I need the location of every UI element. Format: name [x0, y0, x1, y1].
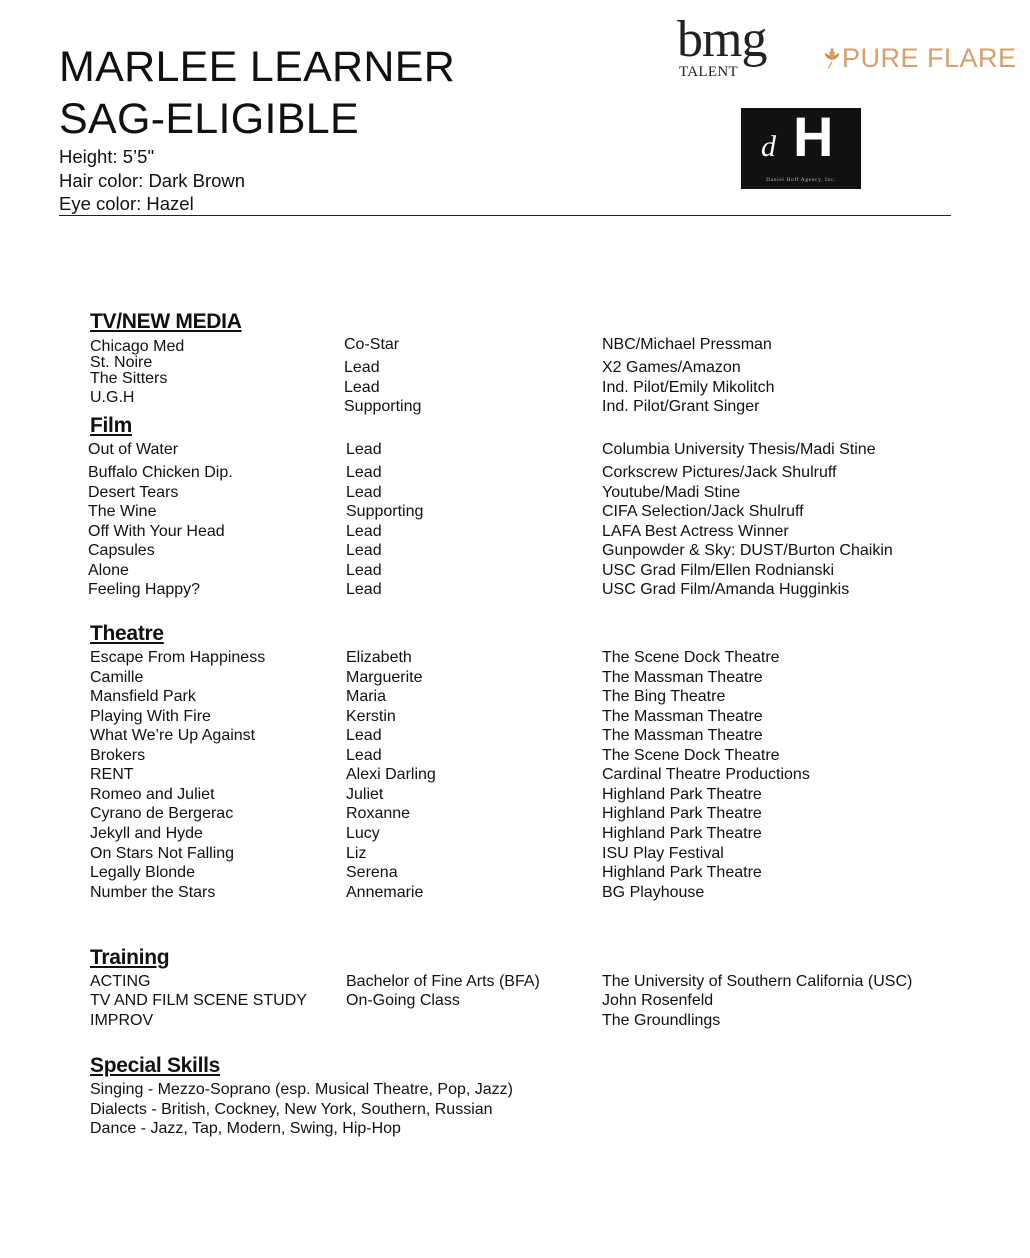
credit-role: Kerstin: [346, 708, 396, 725]
bmg-talent-logo: [673, 11, 785, 82]
credit-company: USC Grad Film/Amanda Hugginkis: [602, 581, 850, 598]
credit-role: Lead: [346, 542, 382, 559]
flare-leaf-icon: [824, 46, 840, 70]
credit-company: Highland Park Theatre: [602, 825, 762, 842]
training-school: The University of Southern California (USC): [602, 973, 913, 990]
section-title-film: Film: [90, 414, 132, 437]
credit-title: Buffalo Chicken Dip.: [88, 464, 233, 481]
credit-title: What We’re Up Against: [90, 727, 256, 744]
skill-item: Dialects - British, Cockney, New York, Southern, Russian: [90, 1101, 493, 1118]
credit-title: Romeo and Juliet: [90, 786, 215, 803]
credit-role: Lead: [346, 747, 382, 764]
credit-company: The Scene Dock Theatre: [602, 649, 780, 666]
credit-role: Alexi Darling: [346, 766, 436, 783]
pure-flare-logo: [824, 42, 1017, 74]
height-stat: Height: 5’5": [59, 146, 155, 167]
dha-logo-h: H: [793, 105, 834, 168]
credit-company: CIFA Selection/Jack Shulruff: [602, 503, 804, 520]
section-title-skills: Special Skills: [90, 1054, 221, 1077]
credit-role: Maria: [346, 688, 387, 705]
credit-company: Columbia University Thesis/Madi Stine: [602, 441, 876, 458]
credit-company: USC Grad Film/Ellen Rodnianski: [602, 562, 835, 579]
credit-role: Roxanne: [346, 805, 411, 822]
credit-company: The Massman Theatre: [602, 708, 763, 725]
credit-title: Alone: [88, 562, 129, 579]
skill-item: Singing - Mezzo-Soprano (esp. Musical Theatre, Pop, Jazz): [90, 1081, 514, 1098]
header-divider: [59, 215, 951, 216]
credit-title: U.G.H: [90, 389, 135, 406]
credit-title: Feeling Happy?: [88, 581, 201, 598]
credit-role: Annemarie: [346, 884, 424, 901]
union-status: SAG-ELIGIBLE: [59, 95, 359, 143]
training-school: John Rosenfeld: [602, 992, 714, 1009]
credit-role: Elizabeth: [346, 649, 412, 666]
credit-company: Highland Park Theatre: [602, 786, 762, 803]
section-title-tv: TV/NEW MEDIA: [90, 310, 242, 333]
credit-role: Supporting: [344, 398, 422, 415]
credit-company: ISU Play Festival: [602, 845, 724, 862]
credit-title: Chicago Med: [90, 338, 185, 355]
credit-title: Out of Water: [88, 441, 179, 458]
credit-title: Camille: [90, 669, 144, 686]
credit-role: Marguerite: [346, 669, 423, 686]
credit-company: NBC/Michael Pressman: [602, 336, 772, 353]
credit-title: Number the Stars: [90, 884, 216, 901]
hair-stat: Hair color: Dark Brown: [59, 170, 246, 191]
credit-title: Brokers: [90, 747, 146, 764]
credit-company: Ind. Pilot/Emily Mikolitch: [602, 379, 775, 396]
credit-company: Cardinal Theatre Productions: [602, 766, 810, 783]
credit-company: The Bing Theatre: [602, 688, 726, 705]
credit-role: Lead: [346, 464, 382, 481]
credit-role: Juliet: [346, 786, 384, 803]
actor-name: MARLEE LEARNER: [59, 43, 456, 91]
section-title-theatre: Theatre: [90, 622, 164, 645]
credit-company: Corkscrew Pictures/Jack Shulruff: [602, 464, 837, 481]
credit-role: Serena: [346, 864, 398, 881]
eye-stat: Eye color: Hazel: [59, 193, 194, 214]
bmg-logo-subtext: TALENT: [679, 64, 738, 80]
credit-role: Lead: [346, 441, 382, 458]
training-subject: IMPROV: [90, 1012, 154, 1029]
credit-role: Lucy: [346, 825, 380, 842]
credit-role: Lead: [344, 359, 380, 376]
credit-company: The Massman Theatre: [602, 669, 763, 686]
credit-role: Lead: [346, 562, 382, 579]
credit-company: BG Playhouse: [602, 884, 705, 901]
credit-company: Gunpowder & Sky: DUST/Burton Chaikin: [602, 542, 893, 559]
credit-title: Cyrano de Bergerac: [90, 805, 234, 822]
credit-company: X2 Games/Amazon: [602, 359, 741, 376]
bmg-logo-text: bmg: [677, 11, 767, 68]
credit-role: Lead: [344, 379, 380, 396]
daniel-hoff-agency-logo: [741, 105, 861, 189]
credit-role: Lead: [346, 484, 382, 501]
pure-flare-logo-text: PURE FLARE: [842, 42, 1017, 73]
dha-logo-d: d: [761, 130, 776, 163]
credit-role: Liz: [346, 845, 367, 862]
credit-title: St. Noire: [90, 354, 153, 371]
credit-company: LAFA Best Actress Winner: [602, 523, 789, 540]
training-subject: ACTING: [90, 973, 151, 990]
credit-title: Mansfield Park: [90, 688, 196, 705]
skill-item: Dance - Jazz, Tap, Modern, Swing, Hip-Hop: [90, 1120, 401, 1137]
training-program: On-Going Class: [346, 992, 460, 1009]
credit-title: Capsules: [88, 542, 155, 559]
section-title-training: Training: [90, 946, 170, 969]
credit-role: Lead: [346, 581, 382, 598]
credit-title: RENT: [90, 766, 134, 783]
credit-title: Playing With Fire: [90, 708, 211, 725]
credit-role: Lead: [346, 727, 382, 744]
dha-logo-agency: Daniel Hoff Agency, Inc.: [766, 177, 836, 183]
credit-role: Supporting: [346, 503, 424, 520]
training-subject: TV AND FILM SCENE STUDY: [90, 992, 307, 1009]
credit-title: Legally Blonde: [90, 864, 195, 881]
credit-role: Lead: [346, 523, 382, 540]
credit-company: The Scene Dock Theatre: [602, 747, 780, 764]
credit-company: Highland Park Theatre: [602, 864, 762, 881]
training-program: Bachelor of Fine Arts (BFA): [346, 973, 540, 990]
credit-company: Youtube/Madi Stine: [602, 484, 741, 501]
training-school: The Groundlings: [602, 1012, 721, 1029]
credit-title: The Sitters: [90, 370, 168, 387]
credit-role: Co-Star: [344, 336, 400, 353]
credit-title: Jekyll and Hyde: [90, 825, 203, 842]
credit-title: Escape From Happiness: [90, 649, 266, 666]
credit-title: The Wine: [88, 503, 157, 520]
credit-title: Off With Your Head: [88, 523, 225, 540]
credit-title: On Stars Not Falling: [90, 845, 235, 862]
credit-company: Highland Park Theatre: [602, 805, 762, 822]
credit-company: Ind. Pilot/Grant Singer: [602, 398, 760, 415]
credit-title: Desert Tears: [88, 484, 179, 501]
credit-company: The Massman Theatre: [602, 727, 763, 744]
